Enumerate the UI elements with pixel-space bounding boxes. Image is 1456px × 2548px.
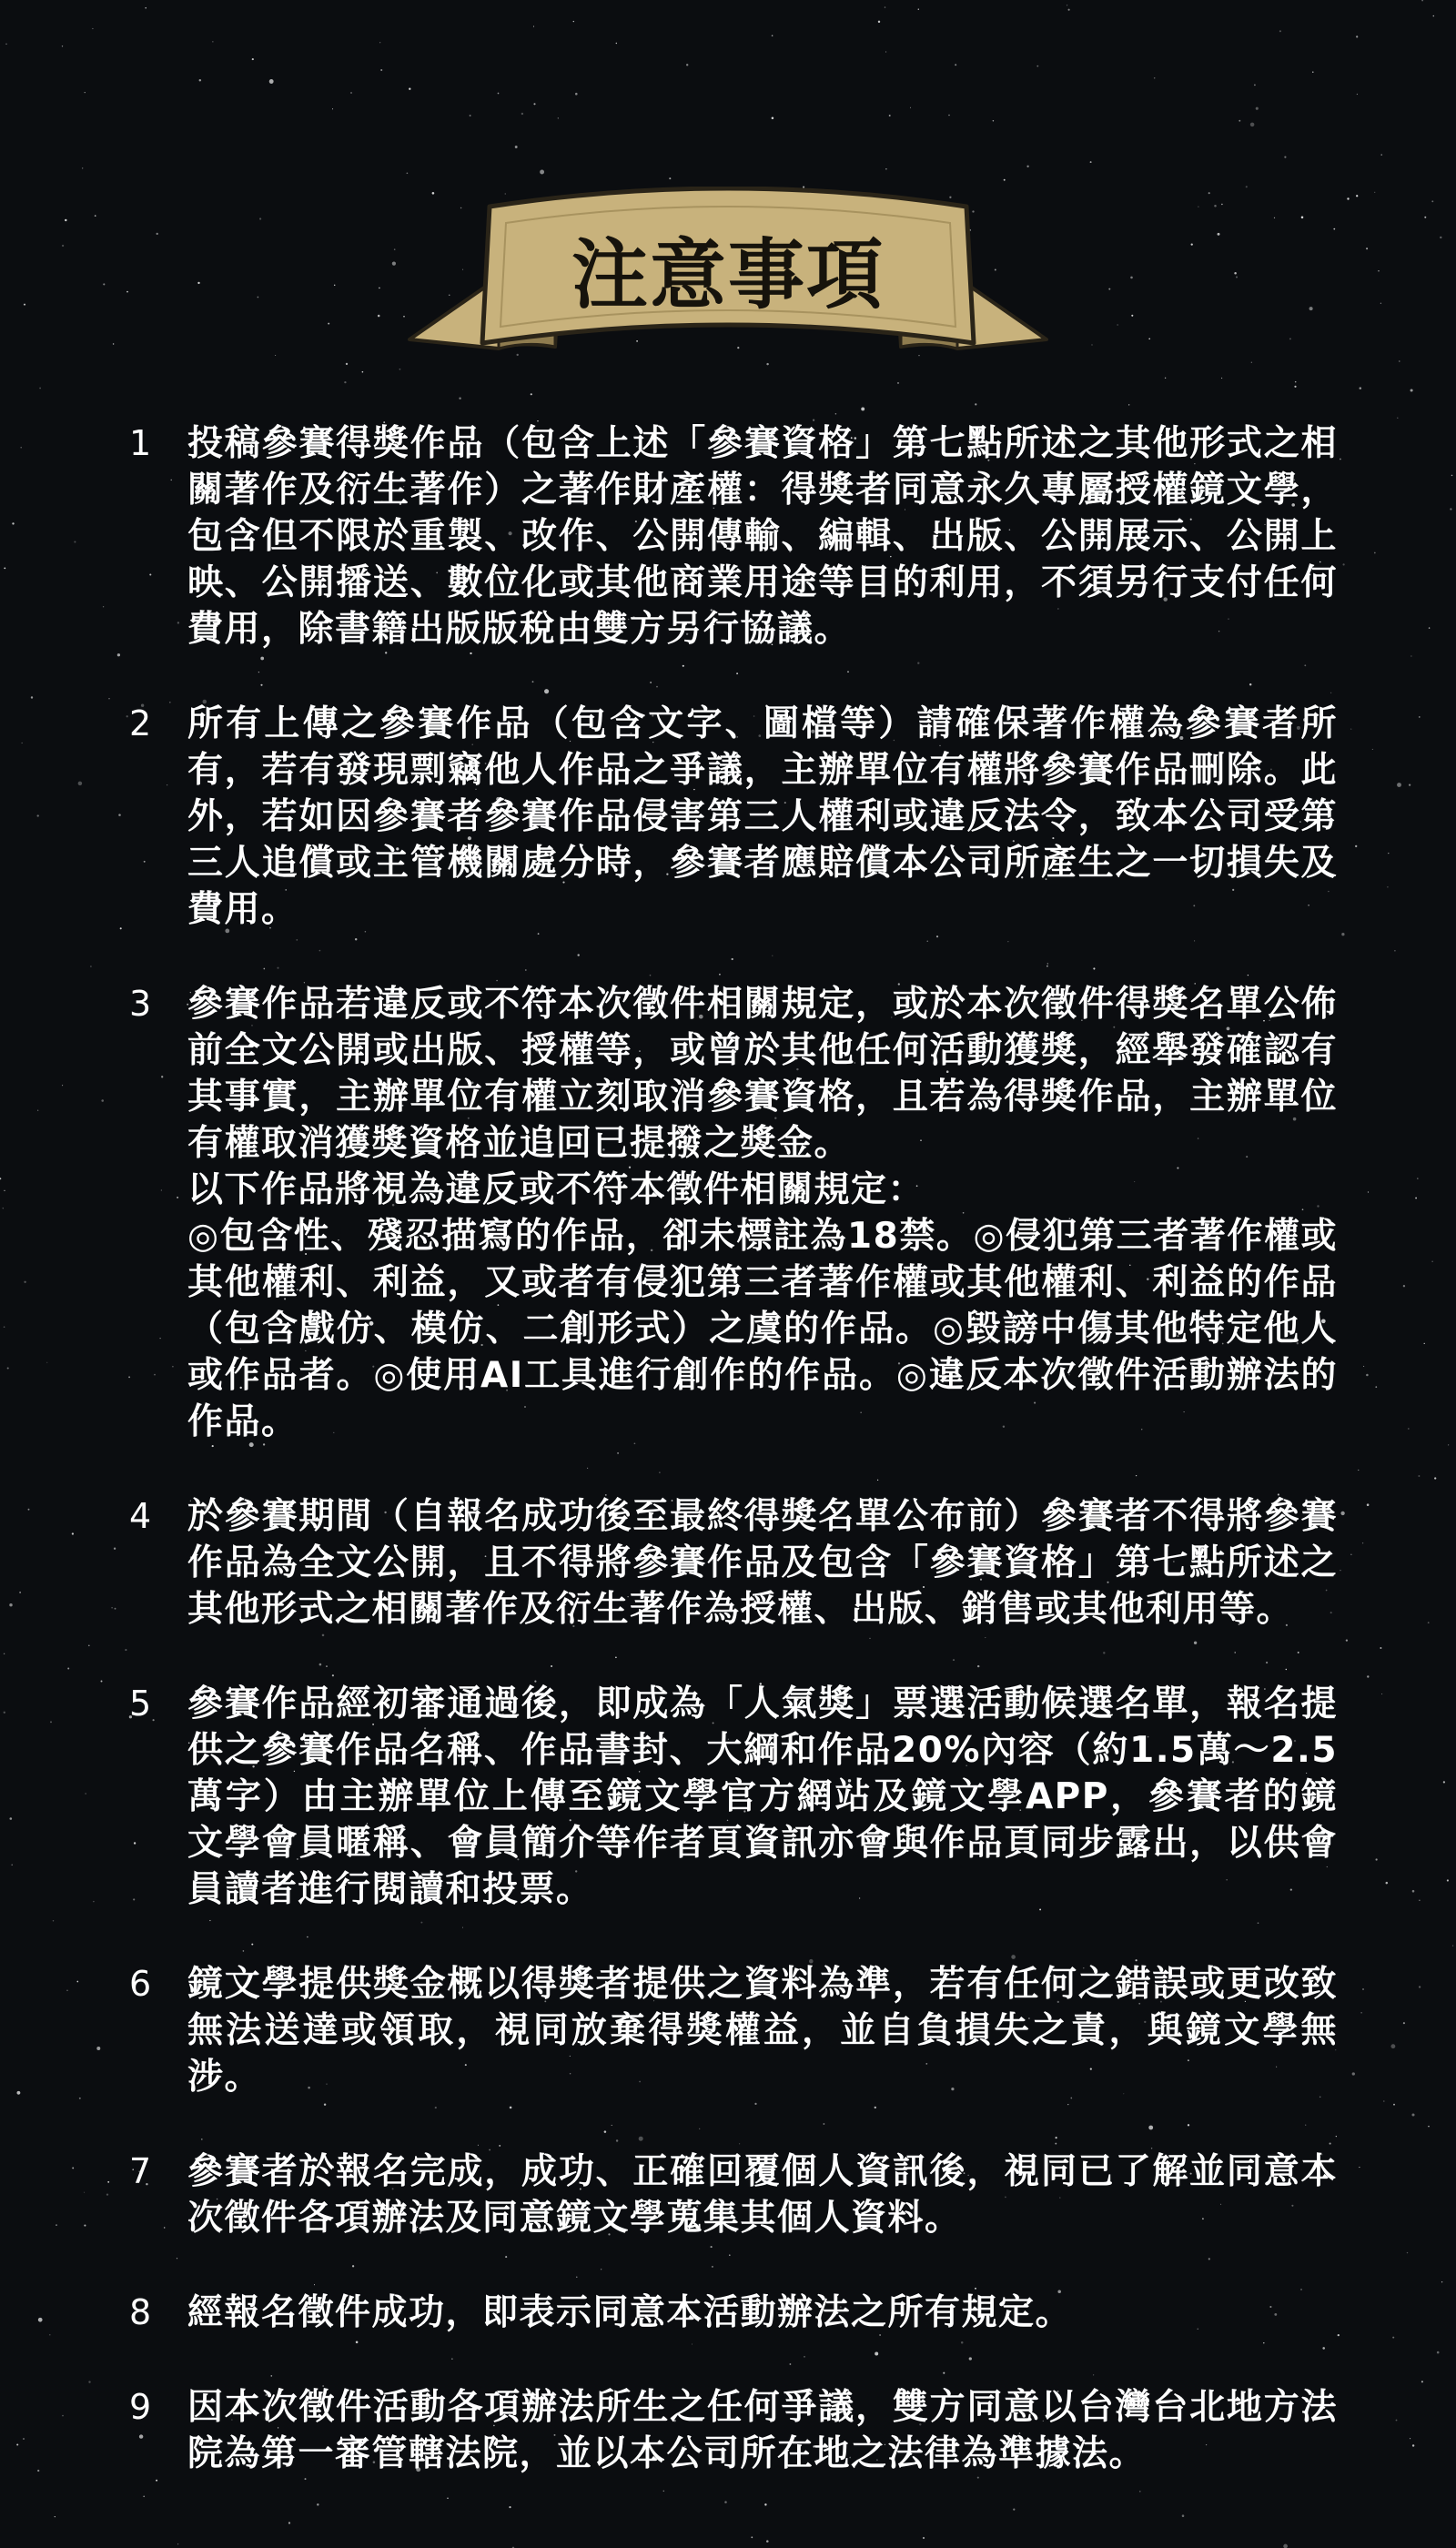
star (948, 115, 950, 116)
star (918, 9, 919, 10)
star (5, 44, 6, 45)
star (344, 381, 346, 383)
star (16, 2091, 20, 2095)
star (1246, 186, 1248, 187)
star (177, 2543, 178, 2544)
star (7, 1367, 9, 1369)
star (885, 51, 886, 52)
star (1165, 378, 1166, 379)
star (1407, 2252, 1408, 2253)
star (1284, 157, 1286, 158)
star (88, 1644, 90, 1646)
star (1362, 1988, 1364, 1990)
star (1431, 200, 1433, 202)
star (1350, 728, 1351, 729)
star (1403, 2022, 1405, 2024)
star (975, 403, 976, 405)
star (459, 398, 460, 399)
star (62, 2415, 64, 2417)
star (409, 88, 410, 90)
star (1356, 35, 1358, 37)
star (90, 966, 92, 967)
star (1036, 66, 1038, 67)
notice-body (187, 981, 1338, 1445)
star (16, 2443, 18, 2445)
star (1289, 338, 1291, 339)
star (751, 2536, 753, 2538)
star (259, 217, 261, 219)
star (1397, 418, 1398, 419)
star (772, 35, 774, 36)
star (1411, 2113, 1414, 2116)
star (1256, 107, 1259, 110)
star (56, 2224, 57, 2226)
notice-body (187, 2384, 1338, 2477)
star (49, 2334, 50, 2335)
notice-number: 8 (129, 2292, 152, 2332)
star (62, 1085, 63, 1086)
notice-paragraph: 參賽者於報名完成，成功、正確回覆個人資訊後，視同已了解並同意本次徵件各項辦法及同意鏡文學蒐集其個人資料。 (187, 2151, 1338, 2239)
notice-number: 7 (129, 2151, 152, 2191)
star (1452, 1945, 1453, 1946)
star (1408, 1428, 1410, 1430)
star (4, 567, 5, 569)
star (72, 1532, 74, 1534)
star (1424, 217, 1426, 218)
notice-item (118, 2384, 1338, 2477)
star (910, 107, 911, 108)
star (1418, 1475, 1420, 1477)
star (558, 117, 559, 118)
star (1441, 2281, 1442, 2282)
star (114, 1548, 116, 1550)
star (772, 116, 774, 119)
star (1374, 552, 1376, 554)
star (1399, 360, 1400, 361)
star (1366, 248, 1368, 249)
star (1393, 2104, 1395, 2106)
star (533, 26, 534, 27)
notice-body (187, 2149, 1338, 2241)
star (1419, 1986, 1421, 1987)
star (1394, 950, 1396, 952)
star (686, 64, 688, 66)
star (1004, 179, 1006, 181)
star (84, 2192, 85, 2193)
star (82, 167, 83, 168)
star (1251, 362, 1252, 363)
star (521, 113, 523, 115)
star (1428, 1622, 1430, 1623)
star (1448, 1444, 1449, 1445)
star (84, 2225, 86, 2227)
star (1356, 195, 1358, 197)
notice-item (118, 981, 1338, 1445)
star (4, 1712, 5, 1714)
star (258, 297, 259, 298)
notice-paragraph: 參賽作品經初審通過後，即成為「人氣獎」票選活動候選名單，報名提供之參賽作品名稱、作品書封、大綱和作品20%內容（約1.5萬～2.5萬字）由主辦單位上傳至鏡文學官方網站及鏡文學APP，參賽者的鏡文學會員暱稱、會員簡介等作者頁資訊亦會與作品頁同步露出，以供會員讀者進行閱讀和投票。 (187, 1684, 1338, 1910)
star (4, 1326, 5, 1328)
star (4, 1190, 5, 1191)
notice-body (187, 420, 1338, 652)
notice-item (118, 1961, 1338, 2100)
star (1117, 324, 1118, 325)
star (1341, 933, 1344, 935)
star (1392, 2337, 1394, 2339)
star (1366, 1374, 1369, 1377)
star (88, 2381, 90, 2382)
star (1128, 404, 1129, 405)
star (1090, 161, 1092, 163)
star (23, 2438, 25, 2440)
star (1390, 2044, 1395, 2048)
star (1367, 1503, 1370, 1506)
star (1357, 94, 1358, 95)
star (1412, 1890, 1415, 1893)
notice-number: 1 (129, 423, 152, 463)
star (1068, 9, 1070, 11)
star (1451, 475, 1453, 477)
star (101, 1681, 103, 1683)
notice-item (118, 1493, 1338, 1633)
star (1091, 344, 1092, 345)
notice-body (187, 1961, 1338, 2100)
star (1432, 1261, 1433, 1262)
star (0, 1178, 1, 1179)
star (103, 283, 105, 285)
star (1372, 749, 1373, 750)
star (350, 92, 352, 94)
star (1346, 1639, 1348, 1641)
notice-item (118, 1681, 1338, 1913)
notice-item (118, 420, 1338, 652)
star (111, 1607, 112, 1608)
star (332, 108, 333, 109)
star (669, 177, 671, 179)
star (379, 42, 380, 43)
star (197, 282, 199, 284)
star (1397, 783, 1401, 787)
star (378, 315, 380, 318)
star (79, 2098, 81, 2099)
star (1254, 85, 1256, 86)
star (362, 371, 364, 373)
star (1130, 277, 1133, 279)
star (1447, 1879, 1449, 1881)
star (37, 1110, 38, 1111)
notice-item (118, 701, 1338, 933)
star (1419, 716, 1421, 718)
star (1429, 627, 1430, 628)
star (50, 1721, 52, 1723)
notice-number: 2 (129, 703, 152, 743)
star (1131, 315, 1133, 317)
star (955, 64, 956, 66)
star (1450, 508, 1451, 510)
star (1340, 1512, 1344, 1515)
star (55, 2516, 56, 2517)
star (12, 522, 14, 524)
page-title: 注意事項 (571, 230, 885, 319)
notice-list (118, 420, 1338, 2525)
star (835, 413, 837, 415)
star (24, 1281, 25, 1283)
star (1434, 1477, 1436, 1479)
star (1383, 2100, 1385, 2102)
star (1368, 1191, 1369, 1192)
star (103, 606, 104, 607)
star (1221, 204, 1222, 205)
star (1358, 1470, 1359, 1471)
star (1347, 197, 1349, 199)
star (62, 245, 64, 247)
star (37, 2470, 39, 2472)
star (199, 79, 201, 81)
star (115, 1608, 116, 1610)
star (1191, 243, 1193, 245)
star (1380, 1647, 1381, 1649)
notice-paragraph: 以下作品將視為違反或不符本徵件相關規定： (187, 1169, 925, 1210)
star (1410, 655, 1411, 656)
star (1208, 192, 1210, 194)
star (20, 447, 22, 449)
star (1421, 2381, 1423, 2382)
star (275, 355, 276, 356)
star (1375, 1858, 1377, 1860)
star (9, 1603, 12, 1606)
star (93, 1901, 94, 1902)
star (11, 1864, 13, 1866)
star (540, 170, 544, 175)
star (252, 58, 254, 60)
notice-item (118, 2149, 1338, 2241)
star (346, 363, 348, 365)
star (1026, 166, 1028, 167)
star (96, 2047, 100, 2050)
star (1309, 307, 1313, 310)
star (923, 2537, 925, 2539)
star (1294, 386, 1296, 388)
star (85, 92, 86, 93)
star (65, 219, 66, 221)
star (31, 696, 33, 698)
notice-paragraph: 參賽作品若違反或不符本次徵件相關規定，或於本次徵件得獎名單公佈前全文公開或出版、授權等，或曾於其他任何活動獲獎，經舉發確認有其事實，主辦單位有權立刻取消參賽資格，且若為得獎作品，主辦單位有權取消獲獎資格並追回已提撥之獎金。 (187, 984, 1338, 1164)
star (334, 285, 335, 286)
star (531, 393, 532, 395)
star (1375, 1386, 1377, 1388)
star (1415, 1198, 1417, 1199)
star (46, 1362, 47, 1363)
star (766, 2540, 769, 2543)
star (1374, 192, 1375, 193)
star (1340, 459, 1341, 460)
star (861, 407, 864, 410)
star (1295, 381, 1297, 383)
star (28, 1509, 30, 1511)
star (1417, 1178, 1419, 1179)
star (1234, 272, 1237, 275)
star (1236, 276, 1238, 278)
star (1419, 1900, 1421, 1902)
star (1403, 1285, 1405, 1287)
star (1148, 338, 1150, 339)
star (1437, 2351, 1440, 2354)
star (1367, 1675, 1369, 1677)
star (107, 2181, 109, 2183)
star (1412, 2444, 1414, 2446)
star (379, 288, 380, 289)
star (1154, 77, 1156, 79)
star (1301, 217, 1304, 219)
star (1312, 72, 1313, 73)
notice-number: 4 (129, 1496, 152, 1536)
star (1274, 217, 1275, 218)
notice-number: 5 (129, 1684, 152, 1724)
star (1355, 845, 1357, 847)
star (269, 79, 274, 84)
notice-body (187, 1681, 1338, 1913)
star (1214, 205, 1217, 207)
star (1283, 2544, 1288, 2548)
star (1386, 1882, 1389, 1885)
star (1421, 0, 1423, 1)
star (1359, 2167, 1360, 2168)
star (1440, 237, 1441, 238)
star (157, 233, 158, 235)
notice-body (187, 1493, 1338, 1633)
notice-paragraph: ◎包含性、殘忍描寫的作品，卻未標註為18禁。◎侵犯第三者著作權或其他權利、利益，又或者有侵犯第三者著作權或其他權利、利益的作品（包含戲仿、模仿、二創形式）之虞的作品。◎毀謗中傷其他特定他人或作品者。◎使用AI工具進行創作的作品。◎違反本次徵件活動辦法的作品。 (187, 1216, 1338, 1442)
star (108, 698, 109, 699)
star (885, 168, 886, 169)
notice-paragraph: 所有上傳之參賽作品（包含文字、圖檔等）請確保著作權為參賽者所有，若有發現剽竊他人作品之爭議，主辦單位有權將參賽作品刪除。此外，若如因參賽者參賽作品侵害第三人權利或違反法令，致本公司受第三人追償或主管機關處分時，參賽者應賠償本公司所產生之一切損失及費用。 (187, 703, 1338, 930)
notice-paragraph: 於參賽期間（自報名成功後至最終得獎名單公布前）參賽者不得將參賽作品為全文公開，且不得將參賽作品及包含「參賽資格」第七點所述之其他形式之相關著作及衍生著作為授權、出版、銷售或其他利用等。 (187, 1496, 1338, 1630)
star (145, 7, 147, 9)
notice-item (118, 2290, 1338, 2336)
star (113, 343, 114, 344)
notice-paragraph: 鏡文學提供獎金概以得獎者提供之資料為準，若有任何之錯誤或更改致無法送達或領取，視同放棄得獎權益，並自負損失之責，與鏡文學無涉。 (187, 1964, 1338, 2098)
star (1333, 228, 1335, 230)
notice-number: 6 (129, 1964, 152, 2004)
star (1388, 853, 1389, 854)
star (1360, 2012, 1362, 2014)
star (328, 323, 329, 325)
star (878, 21, 880, 23)
star (1380, 154, 1381, 155)
star (1352, 2072, 1355, 2075)
star (39, 388, 41, 389)
star (1380, 303, 1381, 304)
star (53, 1920, 54, 1921)
star (1250, 123, 1255, 127)
notice-paragraph: 經報名徵件成功，即表示同意本活動辦法之所有規定。 (187, 2292, 1073, 2333)
star (10, 1817, 13, 1820)
star (498, 93, 500, 95)
star (66, 1989, 68, 1991)
star (4, 1653, 5, 1654)
notice-paragraph: 因本次徵件活動各項辦法所生之任何爭議，雙方同意以台灣台北地方法院為第一審管轄法院，並以本公司所在地之法律為準據法。 (187, 2387, 1338, 2474)
star (889, 115, 891, 116)
star (515, 146, 518, 148)
star (1443, 1781, 1445, 1783)
star (1360, 387, 1362, 389)
notice-number: 9 (129, 2387, 152, 2427)
star (1378, 270, 1379, 271)
star (1433, 15, 1435, 17)
star (407, 172, 409, 174)
star (1279, 30, 1281, 32)
star (1342, 563, 1344, 565)
notice-body (187, 701, 1338, 933)
star (993, 120, 994, 121)
star (38, 2318, 43, 2322)
star (1363, 1366, 1364, 1367)
star (37, 814, 39, 816)
star (1387, 886, 1389, 888)
star (1362, 1542, 1363, 1543)
star (101, 1099, 104, 1102)
star (380, 69, 382, 71)
star (616, 43, 617, 44)
star (126, 291, 128, 293)
star (1350, 1554, 1351, 1555)
star (1424, 1343, 1425, 1344)
notice-body (187, 2290, 1338, 2336)
notice-number: 3 (129, 984, 152, 1024)
star (1396, 2420, 1398, 2422)
star (1218, 233, 1220, 236)
star (573, 21, 574, 22)
star (24, 304, 25, 306)
star (1239, 120, 1240, 122)
star (1221, 378, 1222, 379)
star (1409, 784, 1410, 785)
star (72, 2167, 74, 2169)
star (1410, 389, 1413, 391)
star (106, 2193, 108, 2195)
star (78, 782, 83, 786)
star (92, 28, 93, 29)
star (67, 1668, 69, 1670)
star (76, 1981, 78, 1983)
star (533, 103, 535, 105)
star (74, 541, 76, 542)
notice-paragraph: 投稿參賽得獎作品（包含上述「參賽資格」第七點所述之其他形式之相關著作及衍生著作）之著作財產權：得獎者同意永久專屬授權鏡文學，包含但不限於重製、改作、公開傳輸、編輯、出版、公開展示、公開上映、公開播送、數位化或其他商業用途等目的利用，不須另行支付任何費用，除書籍出版版稅由雙方另行協議。 (187, 423, 1338, 650)
title-ribbon-banner (391, 187, 1065, 387)
star (95, 215, 96, 217)
star (212, 41, 213, 42)
star (470, 115, 471, 116)
star (575, 93, 578, 96)
star (19, 1592, 21, 1593)
star (1428, 2126, 1430, 2128)
star (1108, 288, 1110, 290)
